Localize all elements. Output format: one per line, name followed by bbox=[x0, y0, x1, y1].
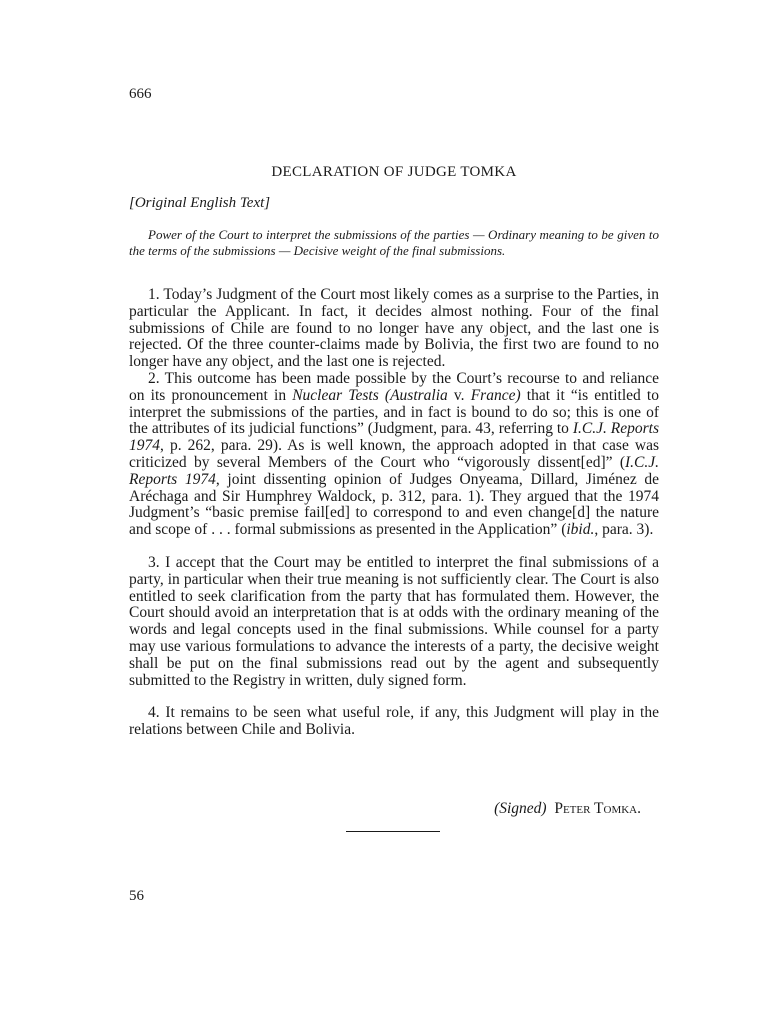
reports-citation: I.C.J. Reports 1974 bbox=[129, 420, 659, 455]
page-number-bottom: 56 bbox=[129, 888, 144, 904]
reports-citation: I.C.J. Reports 1974 bbox=[129, 453, 659, 488]
paragraph-4: 4. It remains to be seen what useful role, if any, this Judgment will play in the relations between Chile and Bolivia. bbox=[129, 704, 659, 739]
declaration-title: DECLARATION OF JUDGE TOMKA bbox=[271, 164, 517, 180]
closing-rule bbox=[346, 831, 440, 832]
ibid-citation: ibid. bbox=[566, 521, 595, 539]
original-language-note: [Original English Text] bbox=[129, 195, 271, 211]
declaration-body bbox=[129, 287, 659, 739]
headnote-summary: Power of the Court to interpret the submissions of the parties — Ordinary meaning to be given to the terms of the submissions — Decisive weight of the final submissions. bbox=[129, 227, 659, 258]
page-number-top: 666 bbox=[129, 86, 152, 102]
paragraph-2: 2. This outcome has been made possible by the Court’s recourse to and reliance on its pronouncement in Nuclear Tests (Australia v. France) that it “is entitled to interpret the submissions of the parties, and in fact is bound to do so; this is one of the attributes of its judicial functions” (Judgment, para. 43, referring to I.C.J. Reports 1974, p. 262, para. 29). As is well known, the approach adopted in that case was criticized by several Members of the Court who “vigorously dissent[ed]” (I.C.J. Reports 1974, joint dissenting opinion of Judges Onyeama, Dillard, Jiménez de Aréchaga and Sir Humphrey Waldock, p. 312, para. 1). They argued that the 1974 Judgment’s “basic premise fail[ed] to correspond to and even change[d] the nature and scope of . . . formal submissions as presented in the Application” (ibid., para. 3). bbox=[129, 369, 659, 539]
case-citation-party: France) bbox=[470, 386, 521, 404]
paragraph-3: 3. I accept that the Court may be entitled to interpret the final submissions of a party, in particular when their true meaning is not sufficiently clear. The Court is also entitled to seek clarification from the party that has formulated them. However, the Court should avoid an interpretation that is at odds with the ordinary meaning of the words and legal concepts used in the final submissions. While counsel for a party may use various formulations to advance the interests of a party, the decisive weight shall be put on the final submissions read out by the agent and subsequently submitted to the Registry in written, duly signed form. bbox=[129, 553, 659, 689]
paragraph-1: 1. Today’s Judgment of the Court most likely comes as a surprise to the Parties, in particular the Applicant. In fact, it decides almost nothing. Four of the final submissions of Chile are found to no longer have any object, and the last one is rejected. Of the three counter-claims made by Bolivia, the first two are found to no longer have any object, and the last one is rejected. bbox=[129, 286, 659, 371]
signatory-name: Peter Tomka. bbox=[554, 800, 641, 817]
signature-line bbox=[129, 800, 641, 818]
case-citation: Nuclear Tests (Australia bbox=[292, 386, 448, 404]
signed-label: (Signed) bbox=[494, 800, 547, 817]
